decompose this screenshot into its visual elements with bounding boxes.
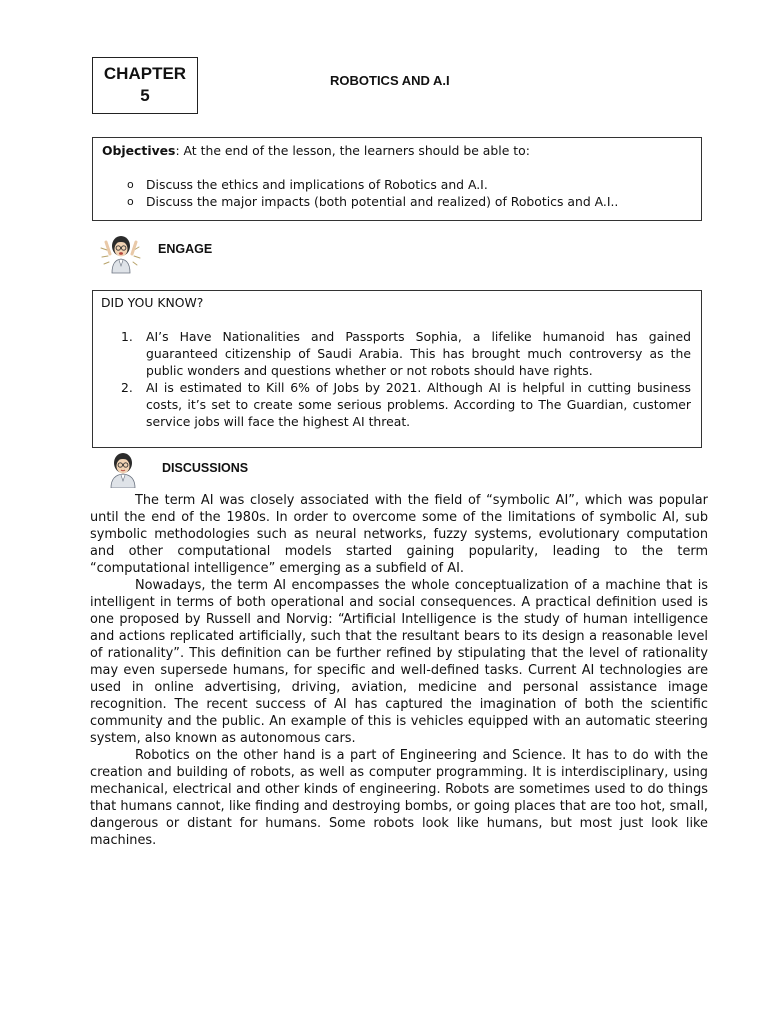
bullet-icon: o [127,194,134,208]
list-item [101,379,693,430]
chapter-word: CHAPTER [103,64,187,83]
excited-teacher-icon [98,232,144,274]
bullet-icon: o [127,178,134,191]
chapter-number: 5 [140,86,150,105]
objective-text: Discuss the ethics and implications of Robotics and A.I. [146,177,488,192]
item-text: AI is estimated to Kill 6% of Jobs by 2021. Although AI is helpful in cutting business costs, it’s set to create some serious problems. According to The Guardian, customer service jobs will face the highest AI threat. [146,380,691,429]
paragraph: Nowadays, the term AI encompasses the whole conceptualization of a machine that is intelligent in terms of both operational and social consequences. A practical definition used is one proposed by Russell and Norvig: “Artificial Intelligence is the study of human intelligence and actions replicated artificially, such that the resultant bears to its design a reasonable level of rationality”. This definition can be further refined by stipulating that the level of rationality may even supersede humans, for specific and well-defined tasks. Current AI technologies are used in online advertising, driving, aviation, medicine and personal assistance image recognition. The recent success of AI has captured the imagination of both the scientific community and the public. An example of this is vehicles equipped with an automatic steering system, also known as autonomous cars. [90,578,708,746]
item-number: 1. [121,329,133,344]
did-you-know-heading: DID YOU KNOW? [101,295,204,310]
did-you-know-box [92,290,702,448]
list-item [102,177,692,194]
engage-heading: ENGAGE [158,242,213,256]
objectives-intro-text: : At the end of the lesson, the learners should be able to: [175,143,530,158]
objective-text: Discuss the major impacts (both potential and realized) of Robotics and A.I.. [146,193,619,209]
teacher-icon [106,452,140,488]
objectives-intro [102,143,692,159]
discussion-body [90,492,708,849]
paragraph: Robotics on the other hand is a part of Engineering and Science. It has to do with the creation and building of robots, as well as computer programming. It is interdisciplinary, using mechanical, electrical and other kinds of engineering. Robots are sometimes used to do things that humans cannot, like finding and destroying bombs, or going places that are too hot, small, dangerous or distant for humans. Some robots look like humans, but most just look like machines. [90,748,708,848]
paragraph: The term AI was closely associated with the field of “symbolic AI”, which was popular until the end of the 1980s. In order to overcome some of the limitations of symbolic AI, sub symbolic methodologies such as neural networks, fuzzy systems, evolutionary computation and other computational models started gaining popularity, leading to the term “computational intelligence” emerging as a subfield of AI. [90,493,708,576]
list-item [101,328,693,379]
did-you-know-list [101,328,693,430]
objectives-list [102,177,692,210]
objectives-label: Objectives [102,143,176,158]
discussions-heading: DISCUSSIONS [162,461,249,475]
item-number: 2. [121,380,133,395]
item-text: AI’s Have Nationalities and Passports Sophia, a lifelike humanoid has gained guaranteed citizenship of Saudi Arabia. This has brought much controversy as the public wonders and questions whether or not robots should have rights. [146,329,691,378]
page-title: ROBOTICS AND A.I [330,73,450,88]
list-item [102,194,692,211]
chapter-box [92,57,198,114]
objectives-box [92,137,702,221]
